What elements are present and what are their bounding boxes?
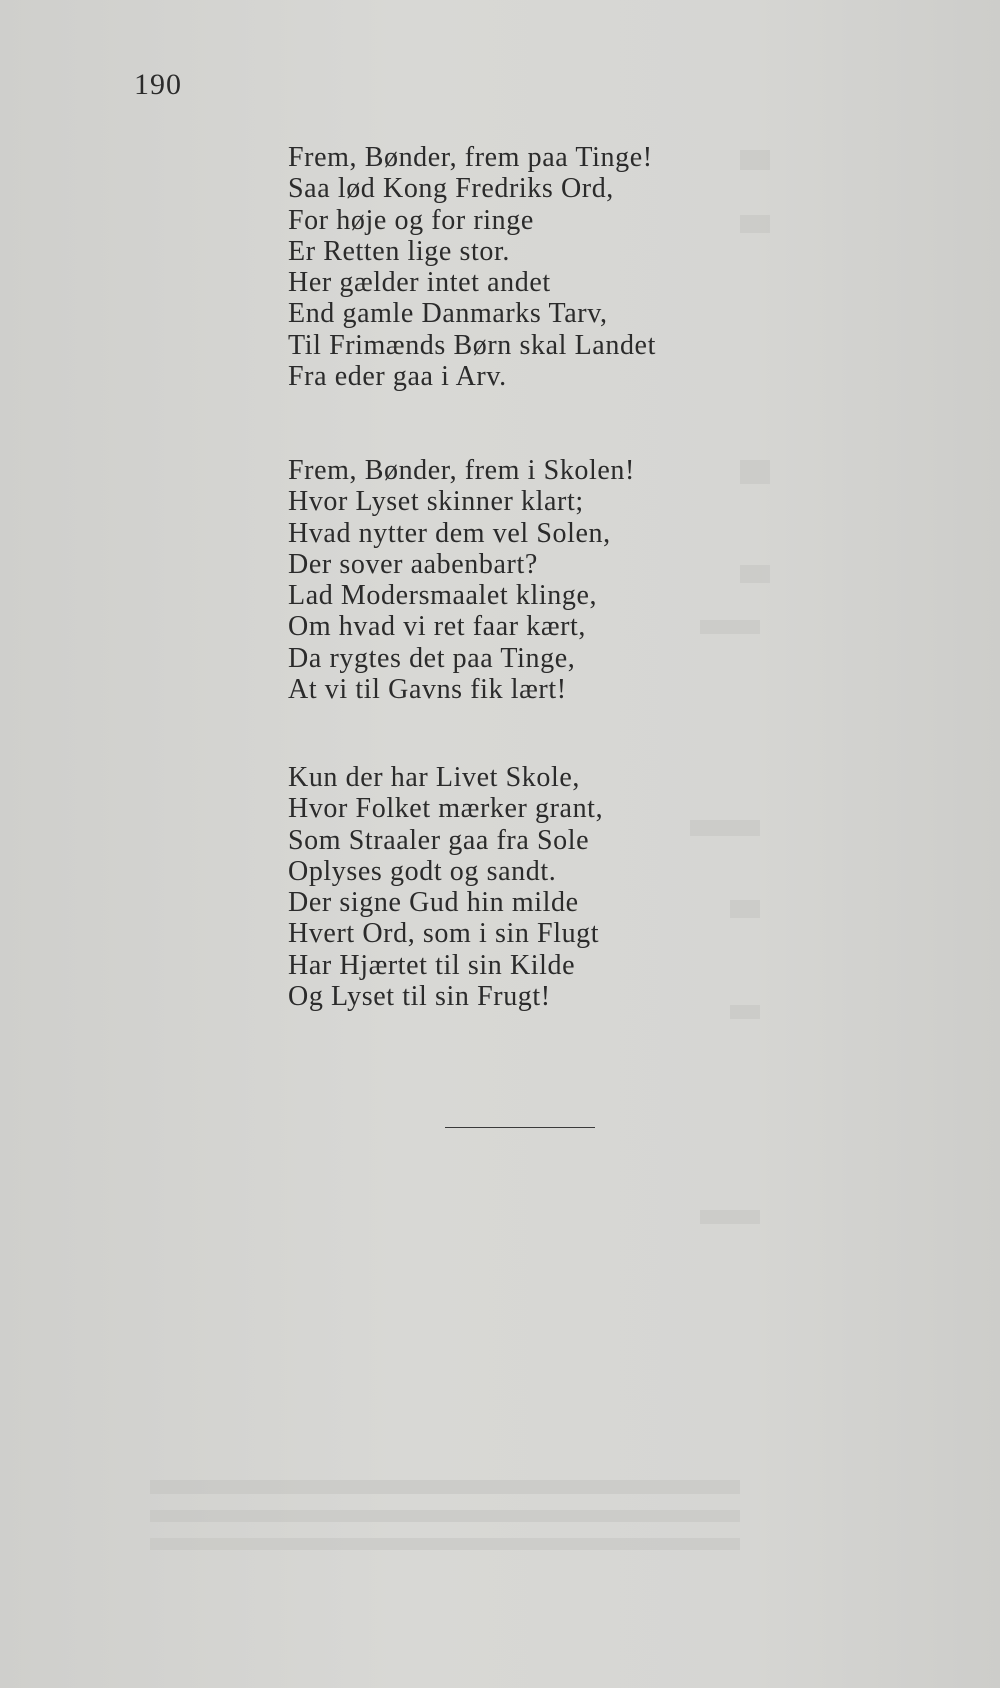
verse-line: Til Frimænds Børn skal Landet [288,329,656,361]
verse-line: Og Lyset til sin Frugt! [288,981,551,1013]
verse-line: Oplyses godt og sandt. [288,855,557,887]
verse-line: Som Straaler gaa fra Sole [288,824,590,856]
verse-line: Fra eder gaa i Arv. [288,361,507,393]
stanza-1 [288,142,656,392]
verse-line: End gamle Danmarks Tarv, [288,298,608,330]
verse-line: Hvor Lyset skinner klart; [288,486,584,518]
verse-line: Der signe Gud hin milde [288,887,579,919]
verse-line: Har Hjærtet til sin Kilde [288,949,576,981]
verse-line: Her gælder intet andet [288,267,551,299]
verse-line: Om hvad vi ret faar kært, [288,611,587,643]
stanza-2 [288,455,635,705]
stanza-3 [288,762,603,1012]
verse-line: Saa lød Kong Fredriks Ord, [288,173,614,205]
verse-line: Kun der har Livet Skole, [288,762,580,793]
verse-line: Er Retten lige stor. [288,235,510,267]
verse-line: Frem, Bønder, frem i Skolen! [288,455,635,486]
verse-line: For høje og for ringe [288,204,534,236]
verse-line: Hvert Ord, som i sin Flugt [288,918,600,950]
section-divider-rule [445,1127,595,1128]
page-number: 190 [134,68,182,101]
verse-line: Hvad nytter dem vel Solen, [288,517,611,549]
verse-line: At vi til Gavns fik lært! [288,674,567,706]
verse-line: Lad Modersmaalet klinge, [288,580,598,612]
verse-line: Frem, Bønder, frem paa Tinge! [288,142,653,173]
verse-line: Da rygtes det paa Tinge, [288,642,576,674]
verse-line: Hvor Folket mærker grant, [288,793,604,825]
verse-line: Der sover aabenbart? [288,548,538,580]
